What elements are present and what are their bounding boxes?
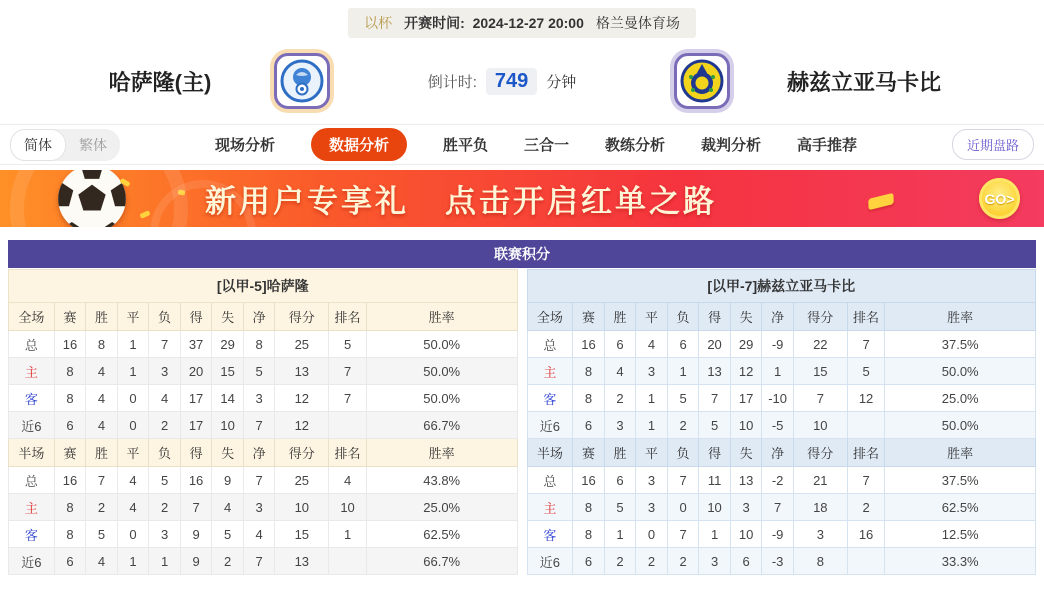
stat-cell: 8 (86, 331, 118, 358)
countdown-unit: 分钟 (546, 73, 577, 91)
stat-cell: 4 (86, 548, 118, 575)
table-row (527, 358, 1036, 385)
column-header: 胜 (604, 439, 636, 467)
stat-cell: 29 (212, 331, 244, 358)
stat-cell: 10 (329, 494, 367, 521)
stat-cell: 8 (793, 548, 847, 575)
stat-cell: 8 (54, 358, 86, 385)
column-header: 排名 (329, 439, 367, 467)
stat-cell: 20 (180, 358, 212, 385)
half-scope-label: 半场 (9, 439, 55, 467)
league-table-title: 联赛积分 (8, 240, 1036, 268)
stat-cell: 0 (117, 412, 149, 439)
stat-cell: 7 (793, 385, 847, 412)
stat-cell: 6 (54, 548, 86, 575)
stat-cell: 1 (762, 358, 794, 385)
top-info-bar-wrap (0, 0, 1044, 38)
stat-cell: 3 (243, 494, 275, 521)
row-label: 客 (527, 521, 573, 548)
banner-text (205, 170, 717, 227)
full-scope-label: 全场 (527, 303, 573, 331)
column-header: 净 (762, 303, 794, 331)
column-header: 赛 (573, 439, 605, 467)
nav-tab[interactable]: 现场分析 (214, 137, 275, 154)
table-row (527, 331, 1036, 358)
stat-cell: 2 (636, 548, 668, 575)
ribbon-decoration (868, 193, 894, 211)
stat-cell: 37.5% (885, 467, 1036, 494)
stat-cell: 3 (604, 412, 636, 439)
stat-cell: 11 (699, 467, 731, 494)
stat-cell: 4 (149, 385, 181, 412)
stat-cell: 0 (667, 494, 699, 521)
column-header: 负 (149, 303, 181, 331)
stat-cell: 43.8% (366, 467, 517, 494)
stat-cell: 5 (604, 494, 636, 521)
banner-text-1: 新用户专享礼 (205, 184, 409, 219)
stat-cell: 50.0% (885, 412, 1036, 439)
column-header: 赛 (54, 303, 86, 331)
stat-cell: 5 (212, 521, 244, 548)
promo-banner[interactable] (0, 170, 1044, 227)
stat-cell: 5 (847, 358, 885, 385)
row-label: 近6 (9, 548, 55, 575)
stat-cell: 2 (149, 412, 181, 439)
stat-cell: 3 (636, 494, 668, 521)
countdown (330, 68, 674, 95)
confetti-decoration (178, 189, 186, 195)
stat-cell: 8 (573, 358, 605, 385)
row-label: 近6 (527, 548, 573, 575)
stat-cell: 6 (604, 467, 636, 494)
top-info-bar (348, 8, 696, 38)
stat-cell: 9 (212, 467, 244, 494)
row-label: 客 (9, 521, 55, 548)
team-section-row (9, 270, 518, 303)
stat-cell: 10 (275, 494, 329, 521)
column-header: 排名 (847, 303, 885, 331)
column-header: 得分 (793, 439, 847, 467)
table-row (527, 494, 1036, 521)
stat-cell: 5 (86, 521, 118, 548)
stat-cell: 66.7% (366, 548, 517, 575)
stat-cell: 7 (329, 358, 367, 385)
stat-cell: 15 (793, 358, 847, 385)
soccer-ball-icon (56, 170, 128, 227)
stat-cell: 13 (699, 358, 731, 385)
stat-cell: -5 (762, 412, 794, 439)
stat-cell: 6 (604, 331, 636, 358)
nav-tab-active[interactable]: 数据分析 (311, 128, 407, 161)
stat-cell: 50.0% (366, 385, 517, 412)
league-points-section (8, 240, 1036, 575)
stat-cell: 4 (117, 494, 149, 521)
stat-cell: 2 (604, 548, 636, 575)
stat-cell: 7 (243, 548, 275, 575)
stat-cell: 3 (149, 521, 181, 548)
stat-cell: 7 (762, 494, 794, 521)
row-label: 客 (527, 385, 573, 412)
stat-cell: 6 (730, 548, 762, 575)
stat-cell: 10 (212, 412, 244, 439)
stat-cell: -3 (762, 548, 794, 575)
table-row (527, 467, 1036, 494)
stat-cell: 1 (117, 548, 149, 575)
row-label: 主 (527, 494, 573, 521)
column-header: 胜 (604, 303, 636, 331)
table-row (9, 521, 518, 548)
stat-cell (329, 412, 367, 439)
stat-cell: 3 (243, 385, 275, 412)
stat-cell: 25.0% (366, 494, 517, 521)
stat-cell: 4 (86, 358, 118, 385)
stat-cell: 50.0% (885, 358, 1036, 385)
table-row (9, 494, 518, 521)
language-toggle (10, 129, 120, 161)
stat-cell: 1 (117, 358, 149, 385)
stat-cell: -9 (762, 521, 794, 548)
stat-cell: 10 (730, 521, 762, 548)
stat-cell: 12 (730, 358, 762, 385)
go-button[interactable]: GO> (979, 178, 1020, 219)
table-row (9, 412, 518, 439)
stat-cell: 3 (636, 358, 668, 385)
stat-cell: 14 (212, 385, 244, 412)
row-label: 主 (527, 358, 573, 385)
column-header: 排名 (329, 303, 367, 331)
stat-cell: 17 (180, 385, 212, 412)
stat-cell: 15 (275, 521, 329, 548)
table-row (9, 467, 518, 494)
stat-cell: 7 (180, 494, 212, 521)
column-header: 净 (243, 303, 275, 331)
stat-cell: 10 (793, 412, 847, 439)
stat-cell: 33.3% (885, 548, 1036, 575)
stat-cell: 7 (243, 467, 275, 494)
stat-cell: 2 (604, 385, 636, 412)
banner-text-2: 点击开启红单之路 (445, 184, 717, 219)
stat-cell: 7 (329, 385, 367, 412)
stat-cell: 0 (117, 521, 149, 548)
row-label: 客 (9, 385, 55, 412)
row-label: 总 (9, 331, 55, 358)
stat-cell: 2 (149, 494, 181, 521)
venue: 格兰曼体育场 (595, 15, 680, 31)
column-header: 净 (762, 439, 794, 467)
stat-cell: 4 (329, 467, 367, 494)
stat-cell: 29 (730, 331, 762, 358)
stat-cell (847, 548, 885, 575)
half-header-row (9, 439, 518, 467)
stat-cell: -10 (762, 385, 794, 412)
stat-cell: 6 (667, 331, 699, 358)
nav-tab[interactable]: 三合一 (523, 137, 569, 154)
stat-cell: 1 (699, 521, 731, 548)
stat-cell: 62.5% (366, 521, 517, 548)
row-label: 主 (9, 494, 55, 521)
home-team-name: 哈萨隆(主) (108, 69, 212, 95)
stat-cell: 16 (54, 467, 86, 494)
kickoff-time: 开赛时间: 2024-12-27 20:00 (404, 15, 584, 31)
team-section-title: [以甲-5]哈萨隆 (9, 270, 518, 303)
stat-cell: 4 (86, 385, 118, 412)
stat-cell: 5 (329, 331, 367, 358)
confetti-decoration (139, 210, 150, 219)
column-header: 负 (667, 439, 699, 467)
stat-cell: 8 (573, 385, 605, 412)
stat-cell: 22 (793, 331, 847, 358)
stat-cell: 3 (730, 494, 762, 521)
stat-cell: 25.0% (885, 385, 1036, 412)
stat-cell: 20 (699, 331, 731, 358)
stat-cell: 7 (847, 467, 885, 494)
column-header: 负 (149, 439, 181, 467)
stat-cell: 25 (275, 331, 329, 358)
stat-cell: 7 (149, 331, 181, 358)
column-header: 胜率 (366, 303, 517, 331)
stat-cell: 2 (667, 548, 699, 575)
column-header: 胜 (86, 303, 118, 331)
stat-cell: 12 (847, 385, 885, 412)
column-header: 得分 (793, 303, 847, 331)
stat-cell: 2 (86, 494, 118, 521)
row-label: 总 (9, 467, 55, 494)
countdown-label: 倒计时: (427, 73, 477, 91)
stat-cell: 5 (699, 412, 731, 439)
column-header: 胜率 (885, 303, 1036, 331)
half-scope-label: 半场 (527, 439, 573, 467)
column-header: 平 (636, 303, 668, 331)
nav-tab[interactable]: 胜平负 (442, 137, 488, 154)
stat-cell: 1 (636, 385, 668, 412)
stat-cell: 5 (243, 358, 275, 385)
column-header: 平 (117, 303, 149, 331)
row-label: 总 (527, 331, 573, 358)
team-section-row (527, 270, 1036, 303)
column-header: 失 (212, 303, 244, 331)
table-row (527, 521, 1036, 548)
stat-cell: 16 (847, 521, 885, 548)
stat-cell: 13 (275, 548, 329, 575)
stat-cell: 8 (54, 494, 86, 521)
stat-cell: 13 (275, 358, 329, 385)
stat-cell: 8 (243, 331, 275, 358)
stat-cell: 0 (117, 385, 149, 412)
column-header: 得 (699, 439, 731, 467)
stat-cell: 3 (699, 548, 731, 575)
team-section-title: [以甲-7]赫兹立亚马卡比 (527, 270, 1036, 303)
stat-cell: 7 (667, 521, 699, 548)
full-header-row (9, 303, 518, 331)
column-header: 赛 (54, 439, 86, 467)
home-crest-icon (278, 57, 326, 105)
away-team-name: 赫兹立亚马卡比 (786, 69, 941, 95)
stat-cell: -2 (762, 467, 794, 494)
stat-cell: 7 (699, 385, 731, 412)
full-header-row (527, 303, 1036, 331)
column-header: 排名 (847, 439, 885, 467)
nav-tab[interactable]: 高手推荐 (797, 137, 858, 154)
stat-cell: 1 (149, 548, 181, 575)
column-header: 负 (667, 303, 699, 331)
home-stat-table (8, 269, 518, 575)
league-badge: 以杯 (364, 15, 393, 31)
countdown-value: 749 (486, 68, 537, 95)
table-row (9, 358, 518, 385)
stat-cell (329, 548, 367, 575)
stat-cell: 16 (573, 467, 605, 494)
stat-cell: 1 (117, 331, 149, 358)
column-header: 失 (730, 303, 762, 331)
stat-cell: 12.5% (885, 521, 1036, 548)
stat-cell: 10 (730, 412, 762, 439)
table-row (9, 385, 518, 412)
home-team-logo (274, 53, 330, 109)
stat-cell: 16 (573, 331, 605, 358)
match-header (0, 38, 1044, 125)
column-header: 胜率 (366, 439, 517, 467)
stat-cell: 7 (86, 467, 118, 494)
stat-cell: 1 (667, 358, 699, 385)
column-header: 得 (180, 439, 212, 467)
stat-cell: 9 (180, 521, 212, 548)
stat-cell: 15 (212, 358, 244, 385)
stat-cell: 7 (667, 467, 699, 494)
stat-cell: 8 (54, 521, 86, 548)
table-row (9, 331, 518, 358)
stat-cell: 17 (180, 412, 212, 439)
analysis-tabs (120, 128, 952, 161)
stat-cell: 8 (54, 385, 86, 412)
stat-cell: 7 (243, 412, 275, 439)
stat-cell: 9 (180, 548, 212, 575)
column-header: 胜率 (885, 439, 1036, 467)
full-scope-label: 全场 (9, 303, 55, 331)
stat-cell: 7 (847, 331, 885, 358)
stat-cell: 3 (149, 358, 181, 385)
away-crest-icon (678, 57, 726, 105)
stat-cell: 3 (793, 521, 847, 548)
stat-cell (847, 412, 885, 439)
stat-cell: 16 (54, 331, 86, 358)
stat-cell: 3 (636, 467, 668, 494)
nav-tab[interactable]: 教练分析 (605, 137, 666, 154)
half-header-row (527, 439, 1036, 467)
table-row (527, 548, 1036, 575)
stat-cell: 21 (793, 467, 847, 494)
recent-odds-button[interactable]: 近期盘路 (952, 129, 1034, 160)
stat-cell: 13 (730, 467, 762, 494)
stat-cell: 8 (573, 494, 605, 521)
away-stat-table (527, 269, 1037, 575)
away-team-logo (674, 53, 730, 109)
lang-traditional-button[interactable]: 繁体 (79, 136, 107, 153)
stat-cell: 10 (699, 494, 731, 521)
column-header: 得 (180, 303, 212, 331)
stat-cell: 6 (573, 412, 605, 439)
column-header: 平 (117, 439, 149, 467)
stat-cell: 8 (573, 521, 605, 548)
stat-cell: 50.0% (366, 331, 517, 358)
nav-bar (0, 125, 1044, 165)
column-header: 得 (699, 303, 731, 331)
stat-cell: 16 (180, 467, 212, 494)
column-header: 失 (212, 439, 244, 467)
column-header: 失 (730, 439, 762, 467)
stat-cell: 1 (636, 412, 668, 439)
stat-cell: 4 (86, 412, 118, 439)
nav-tab[interactable]: 裁判分析 (701, 137, 762, 154)
stat-cell: 17 (730, 385, 762, 412)
column-header: 得分 (275, 303, 329, 331)
stat-cell: 18 (793, 494, 847, 521)
table-row (527, 385, 1036, 412)
stat-cell: 2 (667, 412, 699, 439)
stat-cell: -9 (762, 331, 794, 358)
stat-cell: 2 (847, 494, 885, 521)
table-row (527, 412, 1036, 439)
stat-cell: 4 (117, 467, 149, 494)
stat-cell: 12 (275, 412, 329, 439)
column-header: 胜 (86, 439, 118, 467)
stat-cell: 5 (149, 467, 181, 494)
stat-cell: 66.7% (366, 412, 517, 439)
stat-cell: 4 (604, 358, 636, 385)
stat-cell: 6 (54, 412, 86, 439)
stat-cell: 25 (275, 467, 329, 494)
stat-cell: 0 (636, 521, 668, 548)
table-row (9, 548, 518, 575)
stat-cell: 2 (212, 548, 244, 575)
stat-cell: 37 (180, 331, 212, 358)
stat-cell: 6 (573, 548, 605, 575)
stat-cell: 1 (604, 521, 636, 548)
stat-cell: 1 (329, 521, 367, 548)
row-label: 总 (527, 467, 573, 494)
stat-cell: 50.0% (366, 358, 517, 385)
row-label: 近6 (527, 412, 573, 439)
stat-cell: 4 (636, 331, 668, 358)
stat-cell: 4 (243, 521, 275, 548)
stat-tables (8, 269, 1036, 575)
column-header: 赛 (573, 303, 605, 331)
stat-cell: 37.5% (885, 331, 1036, 358)
column-header: 净 (243, 439, 275, 467)
row-label: 近6 (9, 412, 55, 439)
stat-cell: 5 (667, 385, 699, 412)
column-header: 得分 (275, 439, 329, 467)
column-header: 平 (636, 439, 668, 467)
lang-simplified-button[interactable]: 简体 (10, 129, 66, 161)
stat-cell: 4 (212, 494, 244, 521)
stat-cell: 62.5% (885, 494, 1036, 521)
stat-cell: 12 (275, 385, 329, 412)
row-label: 主 (9, 358, 55, 385)
